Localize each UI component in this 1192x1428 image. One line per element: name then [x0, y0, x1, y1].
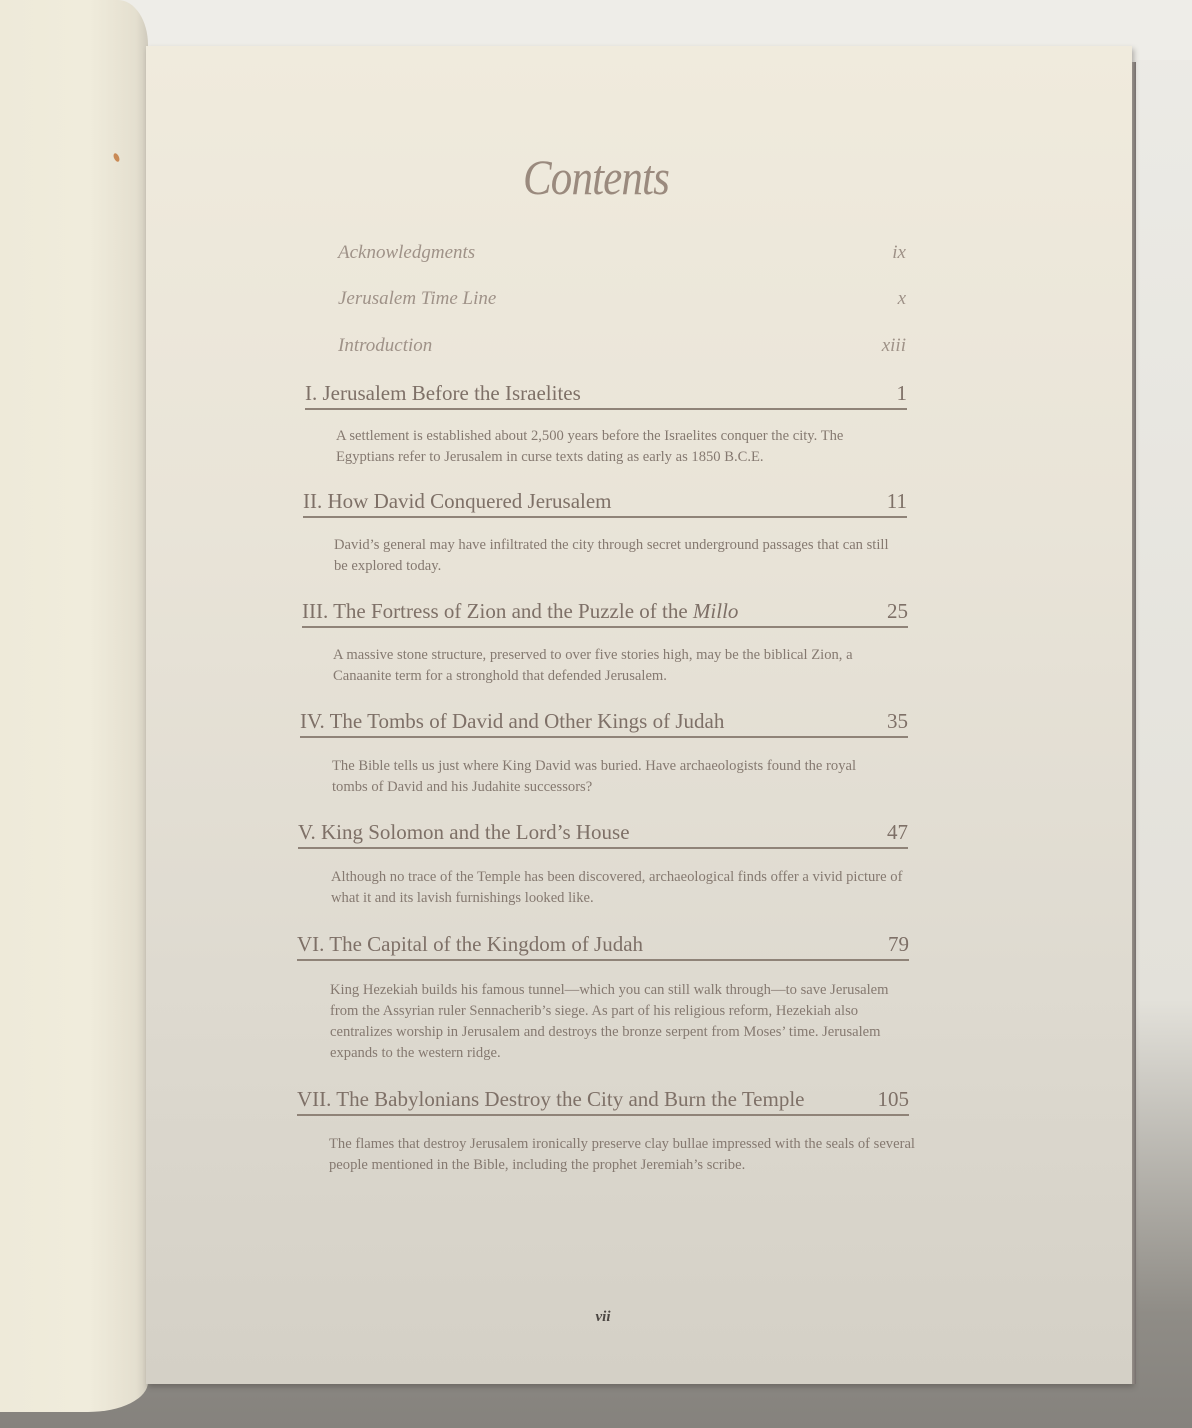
page-title: Contents: [522, 149, 670, 205]
chapter-title-wrap: [302, 599, 738, 624]
chapter-description: David’s general may have infiltrated the city through secret underground passages that can still be explored today.: [334, 537, 889, 574]
chapter-page: 1: [896, 381, 907, 405]
chapter-page: 25: [887, 599, 908, 623]
chapter-page: 47: [887, 820, 908, 844]
chapter-description: King Hezekiah builds his famous tunnel—which you can still walk through—to save Jerusalem from the Assyrian ruler Sennacherib’s siege. As part of his religious reform, Hezekiah also centralizes worship in Jerusalem and destroys the bronze serpent from Moses’ time. Jerusalem expands to the western ridge.: [330, 982, 889, 1061]
chapter-description: Although no trace of the Temple has been discovered, archaeological finds offer a vivid picture of what it and its lavish furnishings looked like.: [331, 869, 903, 906]
chapter-heading: [302, 599, 908, 628]
entry-label: Acknowledgments: [338, 242, 476, 263]
page-number: vii: [595, 1309, 611, 1325]
entry-page: x: [897, 288, 906, 309]
chapter-page: 79: [888, 932, 909, 956]
chapter-heading: [297, 1087, 909, 1116]
chapter-title: III. The Fortress of Zion and the Puzzle of the: [302, 599, 693, 623]
chapter-description: The Bible tells us just where King David was buried. Have archaeologists found the royal tombs of David and his Judahite successors?: [332, 758, 857, 795]
chapter-heading: [298, 820, 908, 849]
chapter-page: 11: [886, 489, 907, 513]
chapter-page: 105: [877, 1087, 909, 1111]
chapter-description: A settlement is established about 2,500 years before the Israelites conquer the city. The Egyptians refer to Jerusalem in curse texts dating as early as 1850 B.C.E.: [336, 428, 844, 465]
front-matter-entry: [338, 242, 906, 264]
entry-page: ix: [892, 242, 906, 263]
chapter-title: IV. The Tombs of David and Other Kings of Judah: [300, 709, 725, 733]
chapter-description: The flames that destroy Jerusalem ironically preserve clay bullae impressed with the seals of several people mentioned in the Bible, including the prophet Jeremiah’s scribe.: [329, 1136, 915, 1173]
left-page: [0, 0, 148, 1412]
chapter-heading: [297, 932, 909, 961]
chapter-title: V. King Solomon and the Lord’s House: [298, 820, 630, 844]
chapter-title: I. Jerusalem Before the Israelites: [305, 381, 581, 405]
chapter-title-italic: Millo: [692, 599, 739, 623]
chapter-heading: [303, 489, 907, 518]
entry-label: Introduction: [338, 335, 433, 356]
chapter-heading: [305, 381, 907, 410]
chapter-page: 35: [887, 709, 908, 733]
entry-label: Jerusalem Time Line: [338, 288, 497, 309]
front-matter-entry: [338, 335, 906, 357]
chapter-description: A massive stone structure, preserved to over five stories high, may be the biblical Zion, a Canaanite term for a stronghold that defended Jerusalem.: [333, 647, 853, 684]
front-matter-entry: [338, 288, 906, 310]
chapter-title: II. How David Conquered Jerusalem: [303, 489, 612, 513]
chapter-title: VII. The Babylonians Destroy the City and Burn the Temple: [297, 1087, 805, 1111]
chapter-heading: [300, 709, 908, 738]
page-edge: [1132, 62, 1136, 1384]
entry-page: xiii: [881, 335, 906, 356]
chapter-title: VI. The Capital of the Kingdom of Judah: [297, 932, 644, 956]
